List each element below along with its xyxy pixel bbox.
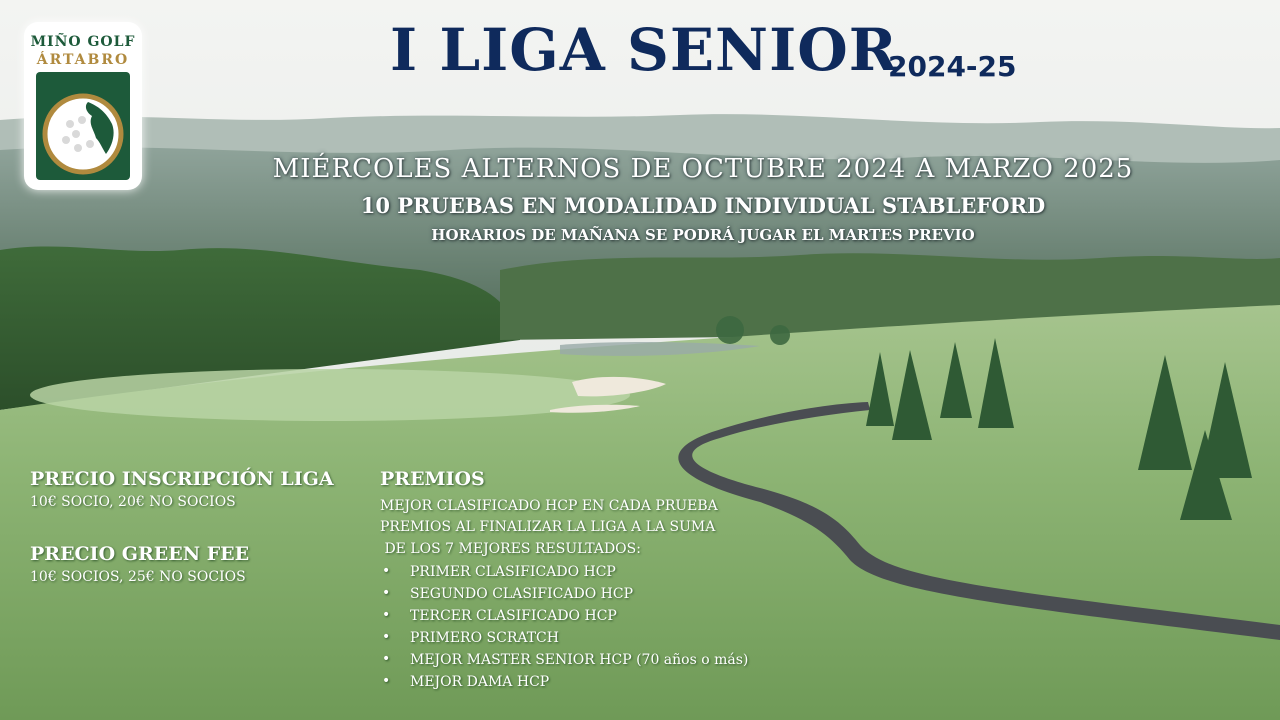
- format-line: 10 PRUEBAS EN MODALIDAD INDIVIDUAL STABLEFORD: [360, 193, 1046, 218]
- bullet-icon: •: [382, 673, 391, 689]
- registration-price-heading: PRECIO INSCRIPCIÓN LIGA: [30, 468, 334, 490]
- prize-item-text: PRIMER CLASIFICADO HCP: [410, 564, 616, 580]
- schedule-line: MIÉRCOLES ALTERNOS DE OCTUBRE 2024 A MARZO 2025: [272, 154, 1134, 184]
- prizes-intro-line: MEJOR CLASIFICADO HCP EN CADA PRUEBA: [380, 498, 718, 514]
- registration-price-block: [30, 468, 334, 510]
- list-item: [380, 604, 748, 626]
- logo-club-name: MIÑO GOLF: [30, 34, 136, 50]
- green-fee-block: [30, 543, 249, 585]
- event-season: 2024-25: [888, 50, 1017, 83]
- prizes-block: [380, 468, 748, 692]
- bullet-icon: •: [382, 585, 391, 601]
- list-item: [380, 582, 748, 604]
- bullet-icon: •: [382, 607, 391, 623]
- registration-price-value: 10€ SOCIO, 20€ NO SOCIOS: [30, 494, 236, 510]
- list-item: [380, 560, 748, 582]
- list-item: [380, 648, 748, 670]
- prize-item-text: MEJOR DAMA HCP: [410, 674, 550, 690]
- event-title: I LIGA SENIOR: [390, 16, 898, 84]
- green-fee-value: 10€ SOCIOS, 25€ NO SOCIOS: [30, 569, 246, 585]
- bullet-icon: •: [382, 629, 391, 645]
- list-item: [380, 670, 748, 692]
- bullet-icon: •: [382, 563, 391, 579]
- prize-item-text: TERCER CLASIFICADO HCP: [410, 608, 617, 624]
- logo-club-location: ÁRTABRO: [36, 52, 130, 68]
- prizes-intro-line: DE LOS 7 MEJORES RESULTADOS:: [380, 541, 641, 557]
- prizes-heading: PREMIOS: [380, 468, 485, 490]
- prizes-intro-line: PREMIOS AL FINALIZAR LA LIGA A LA SUMA: [380, 519, 716, 535]
- green-fee-heading: PRECIO GREEN FEE: [30, 543, 250, 565]
- prize-item-text: MEJOR MASTER SENIOR HCP (70 años o más): [410, 652, 749, 668]
- prize-item-text: SEGUNDO CLASIFICADO HCP: [410, 586, 633, 602]
- list-item: [380, 626, 748, 648]
- prizes-list: [380, 560, 748, 692]
- bullet-icon: •: [382, 651, 391, 667]
- tee-times-note: HORARIOS DE MAÑANA SE PODRÁ JUGAR EL MARTES PREVIO: [431, 226, 975, 244]
- prize-item-text: PRIMERO SCRATCH: [410, 630, 559, 646]
